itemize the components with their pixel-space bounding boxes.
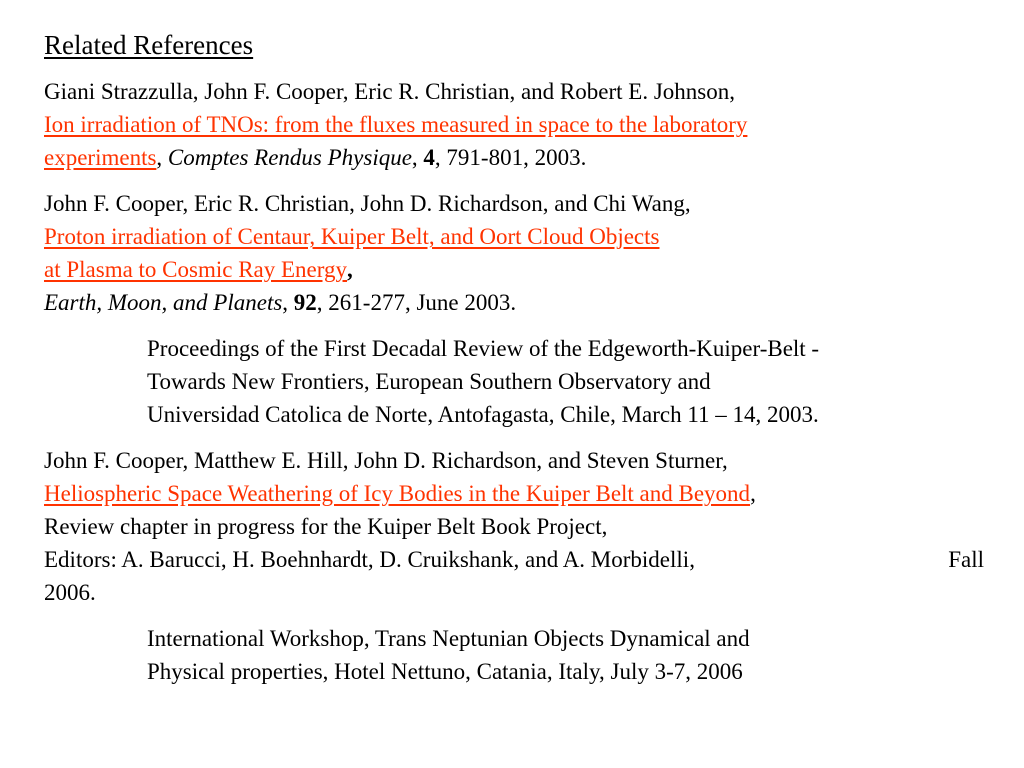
reference-description: Review chapter in progress for the Kuiper Belt Book Project, (44, 514, 608, 539)
reference-citation-line (44, 286, 994, 319)
reference-citation-line (44, 141, 994, 174)
separator: , (411, 145, 424, 170)
note-line: Universidad Catolica de Norte, Antofagasta, Chile, March 11 – 14, 2003. (147, 402, 819, 427)
reference-editors: Editors: A. Barucci, H. Boehnhardt, D. Cruikshank, and A. Morbidelli, (44, 547, 695, 572)
reference-title-line (44, 220, 994, 253)
pages-year: , 791-801, 2003. (434, 145, 587, 170)
reference-authors: John F. Cooper, Matthew E. Hill, John D. Richardson, and Steven Sturner, (44, 448, 728, 473)
proceedings-note (147, 332, 994, 431)
note-line: International Workshop, Trans Neptunian Objects Dynamical and (147, 626, 750, 651)
reference-title-link[interactable]: Heliospheric Space Weathering of Icy Bodies in the Kuiper Belt and Beyond (44, 481, 751, 506)
workshop-note (147, 622, 994, 688)
reference-editors-line (44, 543, 984, 576)
reference-date: 2006. (44, 580, 96, 605)
reference-3 (44, 444, 994, 609)
note-line: Physical properties, Hotel Nettuno, Catania, Italy, July 3-7, 2006 (147, 659, 743, 684)
reference-1 (44, 75, 994, 174)
reference-date: Fall (948, 547, 984, 572)
reference-authors: John F. Cooper, Eric R. Christian, John D. Richardson, and Chi Wang, (44, 191, 691, 216)
reference-authors: Giani Strazzulla, John F. Cooper, Eric R. Christian, and Robert E. Johnson, (44, 79, 735, 104)
reference-title-link[interactable]: Ion irradiation of TNOs: from the fluxes measured in space to the laboratory (44, 112, 748, 137)
journal-name: Comptes Rendus Physique (167, 145, 412, 170)
volume-number: 92 (293, 290, 317, 315)
separator: , (282, 290, 294, 315)
page-title: Related References (44, 30, 254, 60)
volume-number: 4 (423, 145, 435, 170)
tab-spacer (695, 543, 948, 576)
note-line: Towards New Frontiers, European Southern Observatory and (147, 369, 711, 394)
reference-title-line (44, 477, 994, 510)
journal-name: Earth, Moon, and Planets (44, 290, 283, 315)
reference-2 (44, 187, 994, 319)
pages-year: , 261-277, June 2003. (316, 290, 517, 315)
separator: , (750, 481, 756, 506)
reference-title-link[interactable]: Proton irradiation of Centaur, Kuiper Belt, and Oort Cloud Objects (44, 224, 660, 249)
separator: , (347, 257, 353, 282)
note-line: Proceedings of the First Decadal Review of the Edgeworth-Kuiper-Belt - (147, 336, 820, 361)
reference-title-link[interactable]: at Plasma to Cosmic Ray Energy (44, 257, 348, 282)
reference-title-link[interactable]: experiments (44, 145, 157, 170)
document-page (44, 28, 994, 701)
separator: , (156, 145, 168, 170)
reference-title-line (44, 108, 994, 141)
reference-title-line (44, 253, 994, 286)
